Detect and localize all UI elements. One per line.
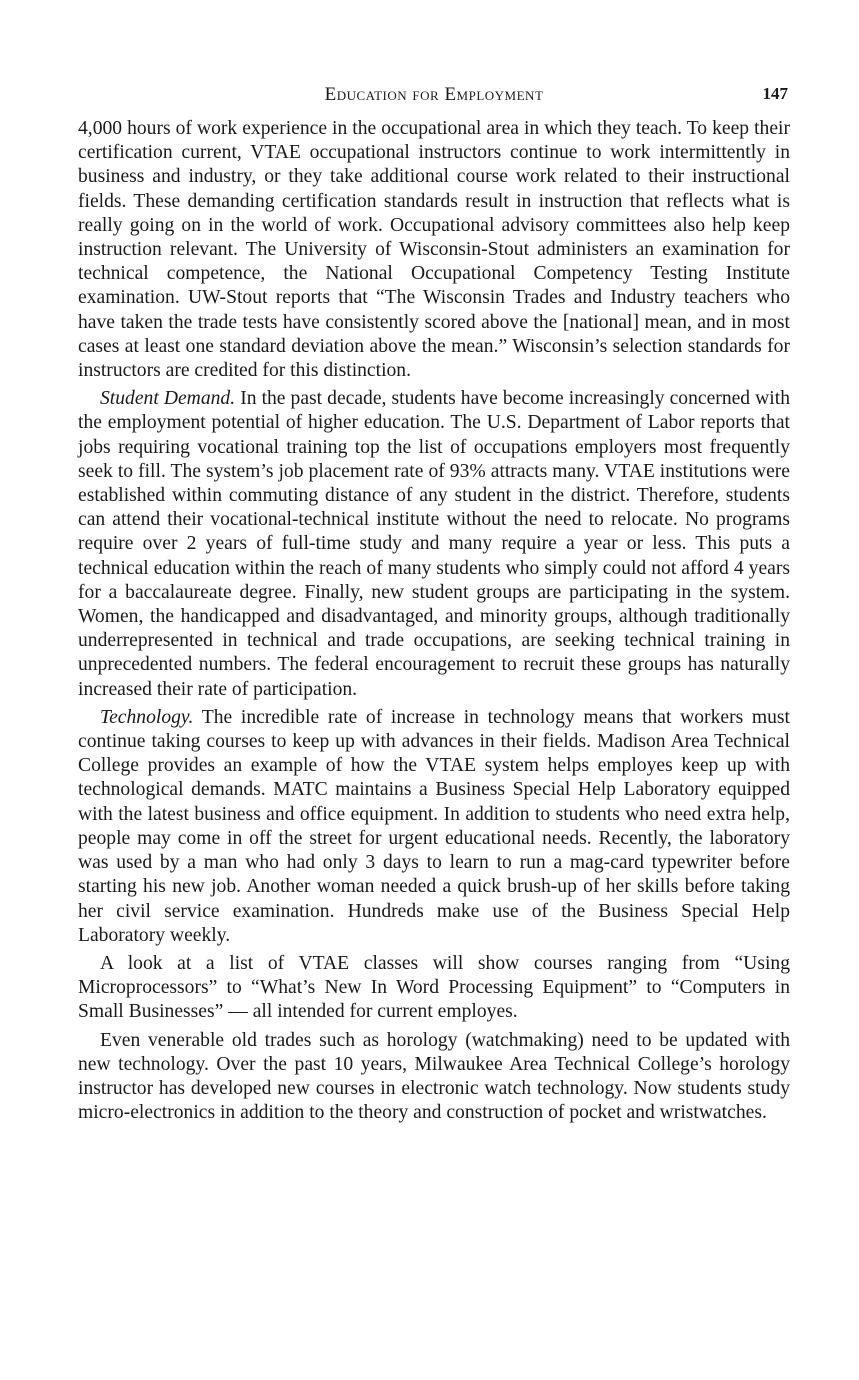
paragraph-text: Even venerable old trades such as horology (watchmaking) need to be updated with new technology. Over the past 10 years, Milwaukee Area Technical College’s horology instructor has developed new courses in electronic watch technology. Now students study micro-electronics in addition to the theory and construction of pocket and wristwatches. xyxy=(78,1029,790,1124)
body-text xyxy=(78,117,790,1125)
paragraph-vtae-classes xyxy=(78,952,790,1025)
paragraph-text: In the past decade, students have become increasingly concerned with the employment potential of higher education. The U.S. Department of Labor reports that jobs requiring vocational training top the list of occupations employers most frequently seek to fill. The system’s job placement rate of 93% attracts many. VTAE institutions were established within commuting distance of any student in the district. Therefore, students can attend their vocational-technical institute without the need to relocate. No programs require over 2 years of full-time study and many require a year or less. This puts a technical education within the reach of many students who simply could not afford 4 years for a baccalaureate degree. Finally, new student groups are participating in the system. Women, the handicapped and disadvantaged, and minority groups, although traditionally underrepresented in technical and trade occupations, are seeking technical training in unprecedented numbers. The federal encouragement to recruit these groups has naturally increased their rate of participation. xyxy=(78,388,790,700)
run-in-heading: Technology. xyxy=(100,706,194,728)
running-title: Education for Employment xyxy=(324,84,544,105)
paragraph-text: The incredible rate of increase in technology means that workers must continue taking courses to keep up with advances in their fields. Madison Area Technical College provides an example of how the VTAE system helps employes keep up with technological demands. MATC maintains a Business Special Help Laboratory equipped with the latest business and office equipment. In addition to students who need extra help, people may come in off the street for urgent educational needs. Recently, the laboratory was used by a man who had only 3 days to learn to run a mag-card typewriter before starting his new job. Another woman needed a quick brush-up of her skills before taking her civil service examination. Hundreds make use of the Business Special Help Laboratory weekly. xyxy=(78,706,790,946)
paragraph-text: 4,000 hours of work experience in the occupational area in which they teach. To keep their certification current, VTAE occupational instructors continue to work intermittently in business and industry, or they take additional course work related to their instructional fields. These demanding certification standards result in instruction that reflects what is really going on in the world of work. Occupational advisory committees also help keep instruction relevant. The University of Wisconsin-Stout administers an examination for technical competence, the National Occupational Competency Testing Institute examination. UW-Stout reports that “The Wisconsin Trades and Industry teachers who have taken the trade tests have consistently scored above the [national] mean, and in most cases at least one standard deviation above the mean.” Wisconsin’s selection standards for instructors are credited for this distinction. xyxy=(78,118,790,382)
book-page xyxy=(78,84,790,1129)
run-in-heading: Student Demand. xyxy=(100,388,236,410)
page-number: 147 xyxy=(762,84,788,103)
running-head xyxy=(78,84,790,110)
paragraph-student-demand xyxy=(78,387,790,702)
paragraph-certification xyxy=(78,117,790,383)
paragraph-technology xyxy=(78,706,790,948)
paragraph-horology xyxy=(78,1029,790,1126)
paragraph-text: A look at a list of VTAE classes will show courses ranging from “Using Microprocessors” to “What’s New In Word Processing Equipment” to “Computers in Small Businesses” — all intended for current employes. xyxy=(78,952,790,1023)
